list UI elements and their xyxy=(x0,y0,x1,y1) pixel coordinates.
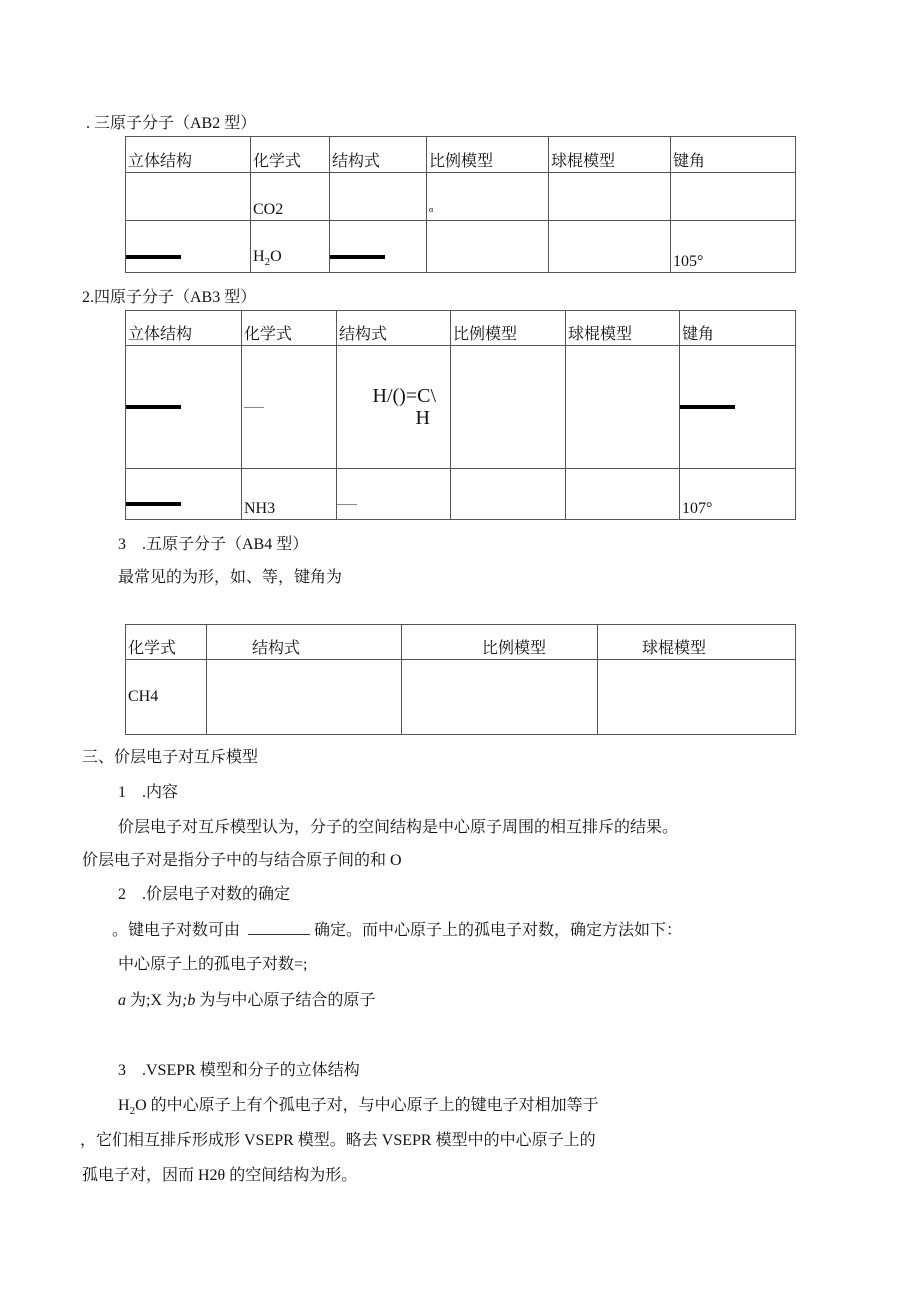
small-mark: α xyxy=(427,173,549,221)
blank-line xyxy=(680,405,735,409)
table-header-row xyxy=(126,137,796,173)
structural-formula: H/()=C\ H xyxy=(337,346,451,469)
table-header-row xyxy=(126,625,796,660)
fill-blank xyxy=(248,920,310,935)
paragraph: 最常见的为形，如、等，键角为 xyxy=(118,569,343,586)
table-row xyxy=(126,221,796,273)
bond-angle: 105° xyxy=(671,221,796,273)
table-row xyxy=(126,346,796,469)
header-cell: 比例模型 xyxy=(451,311,566,346)
header-cell: 球棍模型 xyxy=(566,311,680,346)
header-cell: 结构式 xyxy=(330,137,427,173)
blank-line xyxy=(126,405,181,409)
table-row xyxy=(126,469,796,520)
header-cell: 结构式 xyxy=(337,311,451,346)
table-row xyxy=(126,173,796,221)
paragraph: $H_2O$ 的中心原子上有个孤电子对，与中心原子上的键电子对相加等于 xyxy=(118,1097,599,1118)
formula-co2: CO2 xyxy=(251,173,330,221)
header-cell: 结构式 xyxy=(207,625,402,660)
ab3-table xyxy=(125,310,796,520)
subsection-title: 3 .VSEPR 模型和分子的立体结构 xyxy=(118,1062,360,1079)
section-title-ab4: 3 .五原子分子（AB4 型） xyxy=(118,536,309,553)
blank-line xyxy=(330,255,385,259)
blank-line xyxy=(337,504,357,505)
header-cell: 立体结构 xyxy=(126,311,242,346)
ab4-table xyxy=(125,624,796,735)
paragraph: 孤电子对，因而 H2θ 的空间结构为形。 xyxy=(82,1167,358,1184)
header-cell: 球棍模型 xyxy=(549,137,671,173)
header-cell: 比例模型 xyxy=(402,625,598,660)
subsection-title: 1 .内容 xyxy=(118,784,179,801)
section-title-ab3: 2.四原子分子（AB3 型） xyxy=(82,289,257,306)
paragraph: a 为;X 为;b 为与中心原子结合的原子 xyxy=(118,992,376,1009)
formula-ch4: CH4 xyxy=(126,660,207,735)
part-title: 三、价层电子对互斥模型 xyxy=(82,749,259,766)
blank-line xyxy=(126,255,181,259)
section-title-ab2: . 三原子分子（AB2 型） xyxy=(86,115,257,132)
header-cell: 比例模型 xyxy=(427,137,549,173)
blank-line xyxy=(126,502,181,506)
header-cell: 球棍模型 xyxy=(598,625,796,660)
blank-line xyxy=(244,407,264,408)
paragraph: 价层电子对是指分子中的与结合原子间的和 O xyxy=(82,852,402,869)
table-row xyxy=(126,660,796,735)
header-cell: 键角 xyxy=(671,137,796,173)
table-header-row xyxy=(126,311,796,346)
header-cell: 键角 xyxy=(680,311,796,346)
header-cell: 立体结构 xyxy=(126,137,251,173)
header-cell: 化学式 xyxy=(242,311,337,346)
paragraph: 价层电子对互斥模型认为，分子的空间结构是中心原子周围的相互排斥的结果。 xyxy=(118,819,679,836)
header-cell: 化学式 xyxy=(251,137,330,173)
paragraph: ，它们相互排斥形成形 VSEPR 模型。略去 VSEPR 模型中的中心原子上的 xyxy=(80,1132,596,1149)
formula-nh3: NH3 xyxy=(242,469,337,520)
paragraph: 。键电子对数可由 确定。而中心原子上的孤电子对数，确定方法如下： xyxy=(112,922,683,939)
bond-angle: 107° xyxy=(680,469,796,520)
paragraph: 中心原子上的孤电子对数=; xyxy=(118,956,308,973)
header-cell: 化学式 xyxy=(126,625,207,660)
subsection-title: 2 .价层电子对数的确定 xyxy=(118,886,291,903)
ab2-table xyxy=(125,136,796,273)
formula-h2o: $H_2O$ xyxy=(251,221,330,273)
